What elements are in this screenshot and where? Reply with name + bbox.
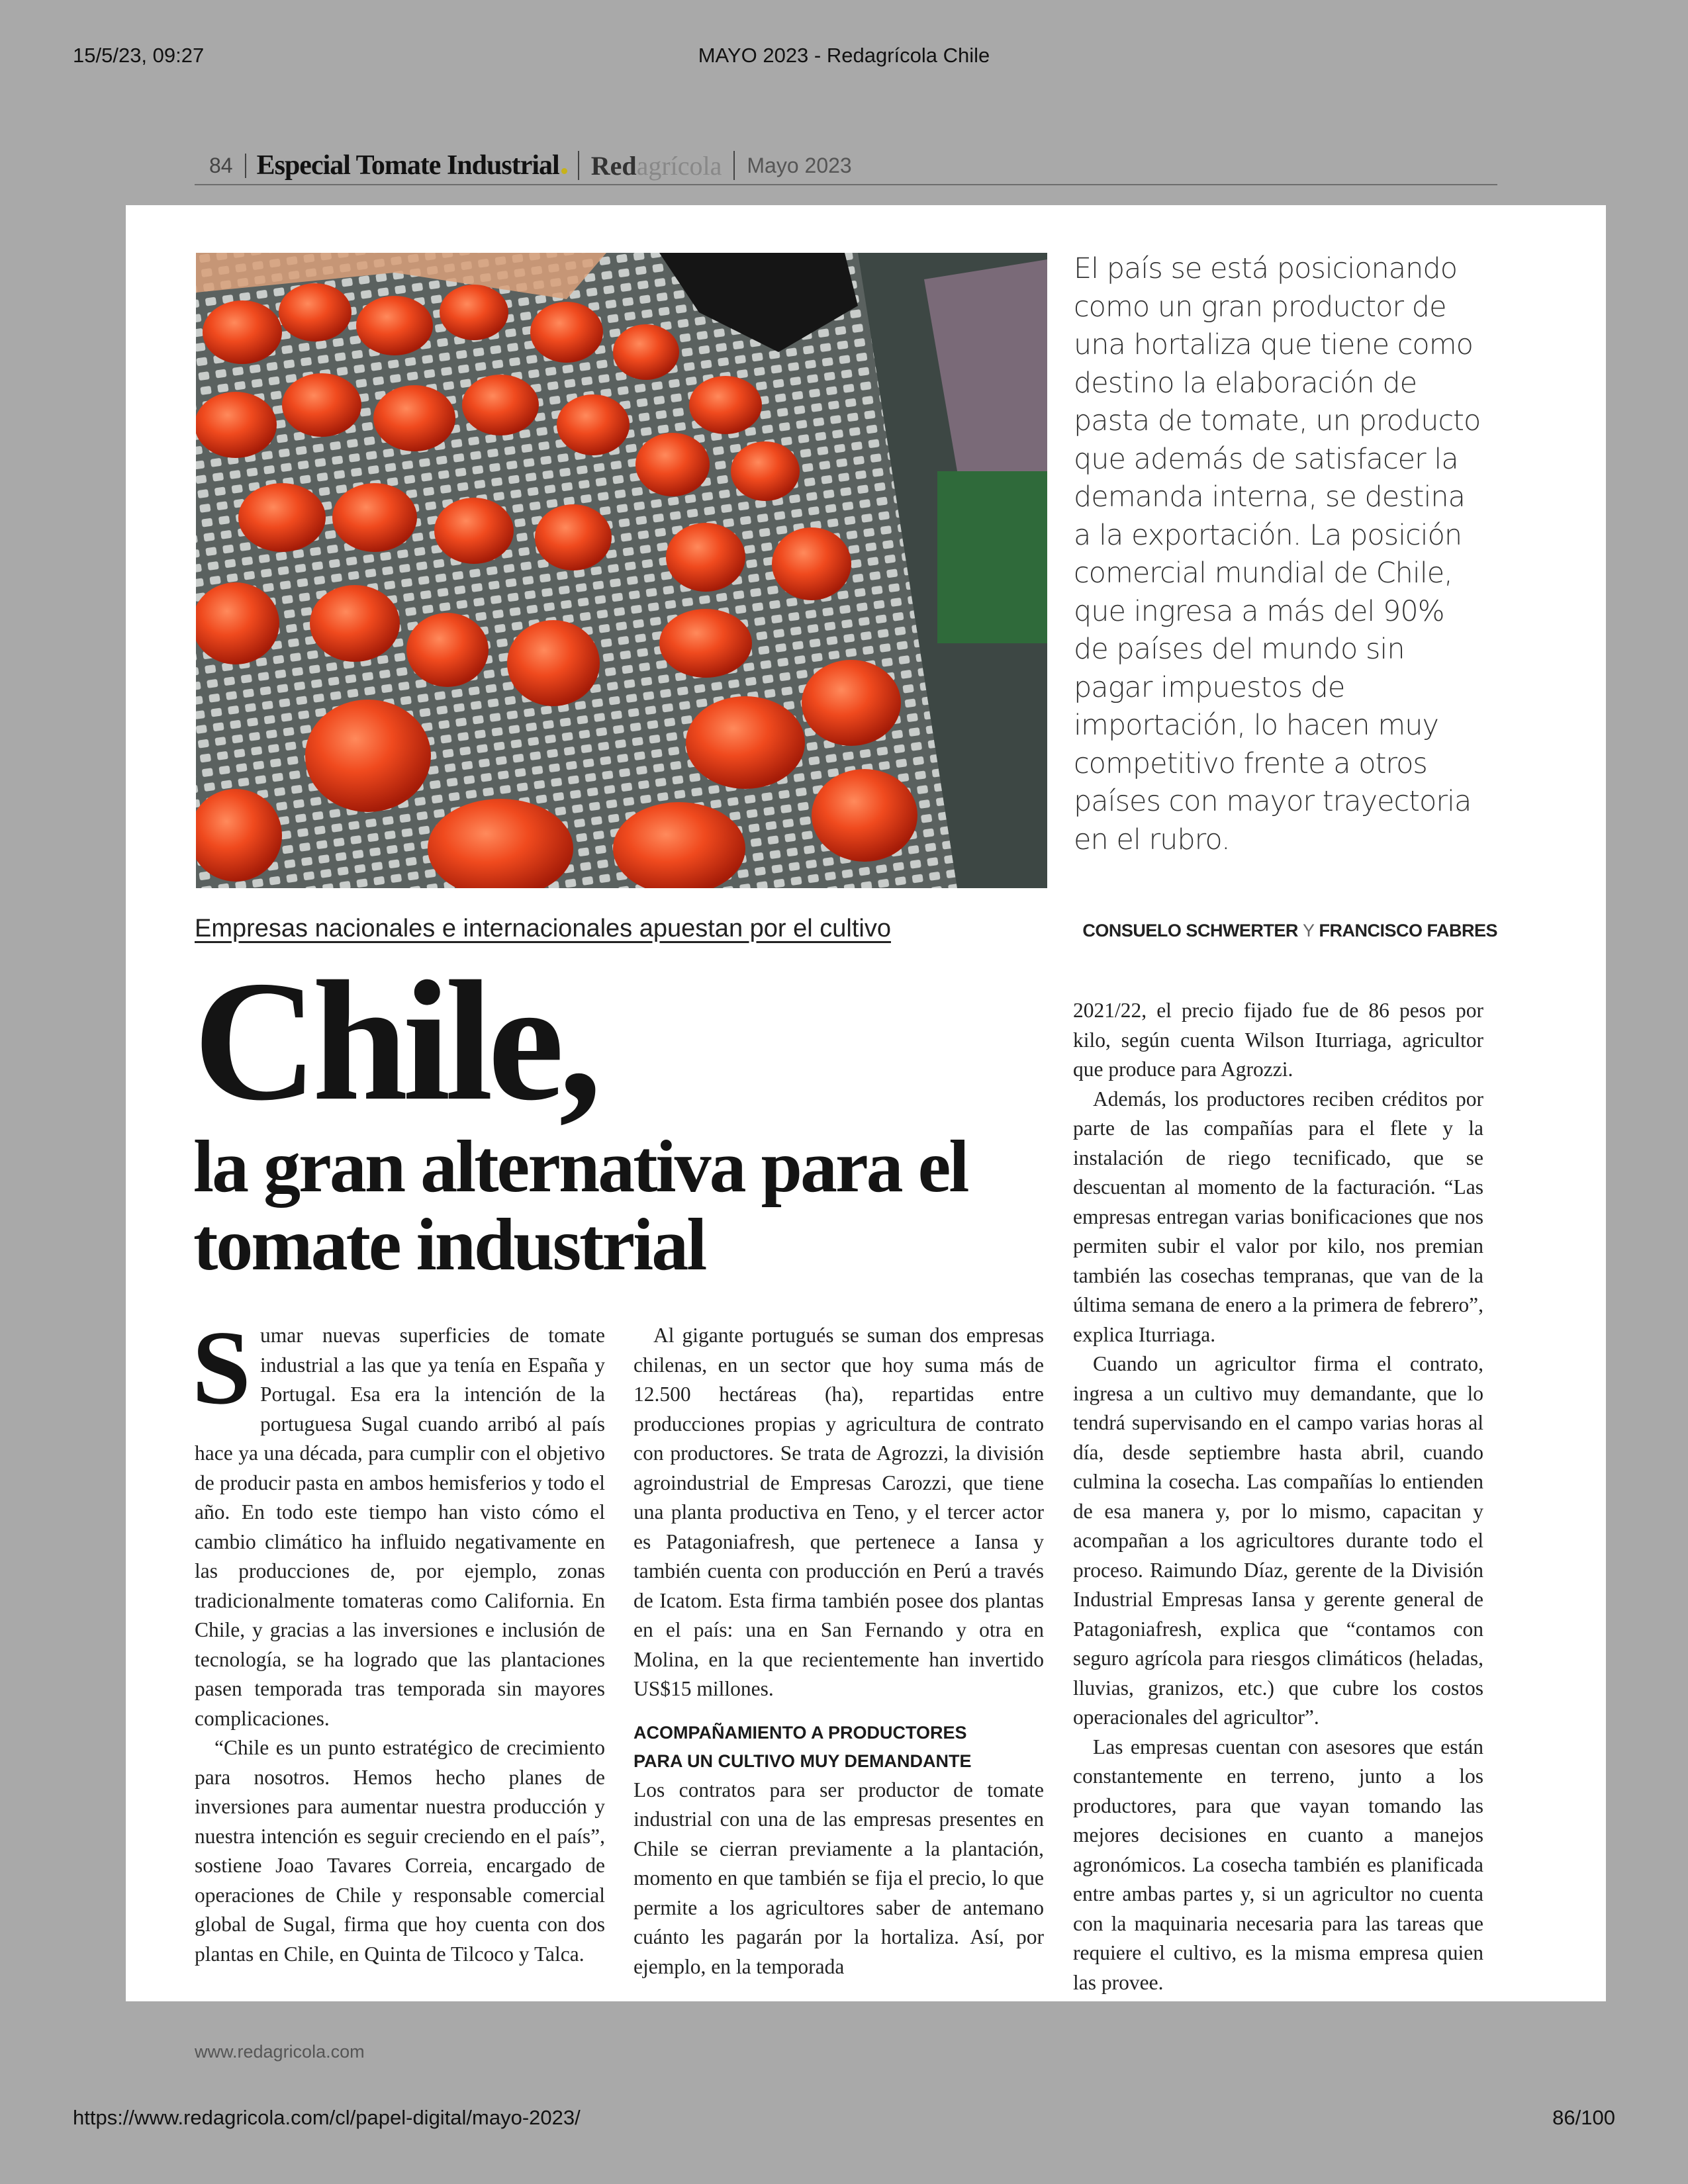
subhead-line-2: PARA UN CULTIVO MUY DEMANDANTE — [633, 1751, 972, 1771]
paragraph: Las empresas cuentan con asesores que están constantemente en terreno, junto a los productores, para que vayan tomando las mejores decisiones en cuanto a manejos agronómicos. La cosecha también es planificada entre ambas partes y, si un agricultor no cuenta con la maquinaria necesaria para las tareas que requiere el cultivo, es la misma empresa quien las provee. — [1073, 1735, 1483, 1994]
article-byline — [1082, 921, 1497, 941]
paragraph: “Chile es un punto estratégico de crecimiento para nosotros. Hemos hecho planes de inversiones para aumentar nuestra producción y nuestra intención es seguir creciendo en el país”, sostiene Joao Tavares Correia, encargado de operaciones de Chile y responsable comercial global de Sugal, firma que hoy cuenta con dos plantas en Chile, en Quinta de Tilcoco y Talca. — [195, 1736, 605, 1966]
body-column-3 — [1073, 996, 1483, 1997]
browser-datetime: 15/5/23, 09:27 — [73, 44, 205, 67]
section-title — [246, 150, 578, 181]
paragraph: 2021/22, el precio fijado fue de 86 pesos por kilo, según cuenta Wilson Iturriaga, agricultor que produce para Agrozzi. — [1073, 999, 1483, 1081]
headline-main: Chile, — [193, 946, 597, 1136]
browser-url[interactable]: https://www.redagricola.com/cl/papel-digital/mayo-2023/ — [73, 2106, 581, 2129]
section-title-text: Especial Tomate Industrial — [256, 150, 559, 181]
issue-date: Mayo 2023 — [747, 153, 852, 177]
tomatoes-conveyor-photo — [196, 253, 1047, 888]
body-column-2 — [633, 1321, 1044, 1981]
paragraph-text: umar nuevas superficies de tomate industrial a las que ya tenía en España y Portugal. Esa era la intención de la portuguesa Sugal cuando arribó al país hace ya una década, para cumplir con el objetivo de producir pasta en ambos hemisferios y todo el año. En todo este tiempo han visto cómo el cambio climático ha influido negativamente en las producciones de, por ejemplo, zonas tradicionalmente tomateras como California. En Chile, y gracias a las inversiones e inclusión de tecnología, se ha logrado que las plantaciones pasen temporada tras temporada sin mayores complicaciones. — [195, 1324, 605, 1730]
article-kicker: Empresas nacionales e internacionales apuestan por el cultivo — [195, 915, 891, 942]
running-header — [195, 147, 1497, 185]
section-subhead — [633, 1719, 1044, 1776]
paragraph — [192, 1308, 605, 1733]
subhead-line-1: ACOMPAÑAMIENTO A PRODUCTORES — [633, 1722, 967, 1743]
brand-logo — [579, 150, 734, 181]
bullet-icon — [561, 168, 567, 174]
footer-site-url: www.redagricola.com — [195, 2042, 365, 2062]
browser-page-title: MAYO 2023 - Redagrícola Chile — [698, 44, 990, 67]
paragraph: Los contratos para ser productor de tomate industrial con una de las empresas presentes en Chile se cierran previamente a la plantación, momento en que también se fija el precio, lo que permite a los agricultores saber de antemano cuánto les pagarán por la hortaliza. Así, por ejemplo, en la temporada — [633, 1778, 1044, 1978]
article-deck: El país se está posicionando como un gran productor de una hortaliza que tiene como destino la elaboración de pasta de tomate, un producto que además de satisfacer la demanda interna, se destina a la exportación. La posición comercial mundial de Chile, que ingresa a más del 90% de países del mundo sin pagar impuestos de importación, lo hacen muy competitivo frente a otros países con mayor trayectoria en el rubro. — [1074, 252, 1481, 856]
body-column-1 — [192, 1308, 605, 1969]
byline-conjunction: Y — [1302, 921, 1315, 940]
photo-illustration — [196, 253, 1047, 888]
author-2: FRANCISCO FABRES — [1319, 921, 1497, 940]
paragraph: Al gigante portugués se suman dos empresas chilenas, en un sector que hoy suma más de 12.500 hectáreas (ha), repartidas entre producciones propias y agricultura de contrato con productores. Se trata de Agrozzi, la división agroindustrial de Empresas Carozzi, que tiene una planta productiva en Teno, y el tercer actor es Patagoniafresh, que pertenece a Iansa y también cuenta con producción en Perú a través de Icatom. Esta firma también posee dos plantas en el país: una en San Fernando y otra en Molina, en la que recientemente han invertido US$15 millones. — [633, 1324, 1044, 1700]
page-number: 84 — [195, 154, 246, 178]
author-1: CONSUELO SCHWERTER — [1082, 921, 1298, 940]
headline-sub: la gran alternativa para el tomate industrial — [193, 1126, 968, 1286]
browser-page-count: 86/100 — [1552, 2106, 1615, 2129]
article-headline — [193, 946, 1054, 1286]
brand-logo-red: Red — [590, 150, 637, 181]
paragraph: Cuando un agricultor firma el contrato, ingresa a un cultivo muy demandante, que lo tendrá supervisando en el campo varias horas al día, desde septiembre hasta abril, cuando culmina la cosecha. Las compañías lo entienden de esa manera y, por lo mismo, capacitan y acompañan a los agricultores durante todo el proceso. Raimundo Díaz, gerente de la División Industrial Empresas Iansa y gerente general de Patagoniafresh, explica que “contamos con seguro agrícola para riesgos climáticos (heladas, lluvias, granizos, etc.) que cubre los costos operacionales del agricultor”. — [1073, 1352, 1483, 1729]
drop-cap: S — [192, 1308, 251, 1426]
paragraph: Además, los productores reciben créditos por parte de las compañías para el flete y la instalación de riego tecnificado, que se descuentan al momento de la facturación. “Las empresas entregan varias bonificaciones que nos permiten subir el valor por kilo, nos premian también las cosechas tempranas, que van de la última semana de enero a la primera de febrero”, explica Iturriaga. — [1073, 1087, 1483, 1346]
brand-logo-agricola: agrícola — [636, 150, 722, 181]
